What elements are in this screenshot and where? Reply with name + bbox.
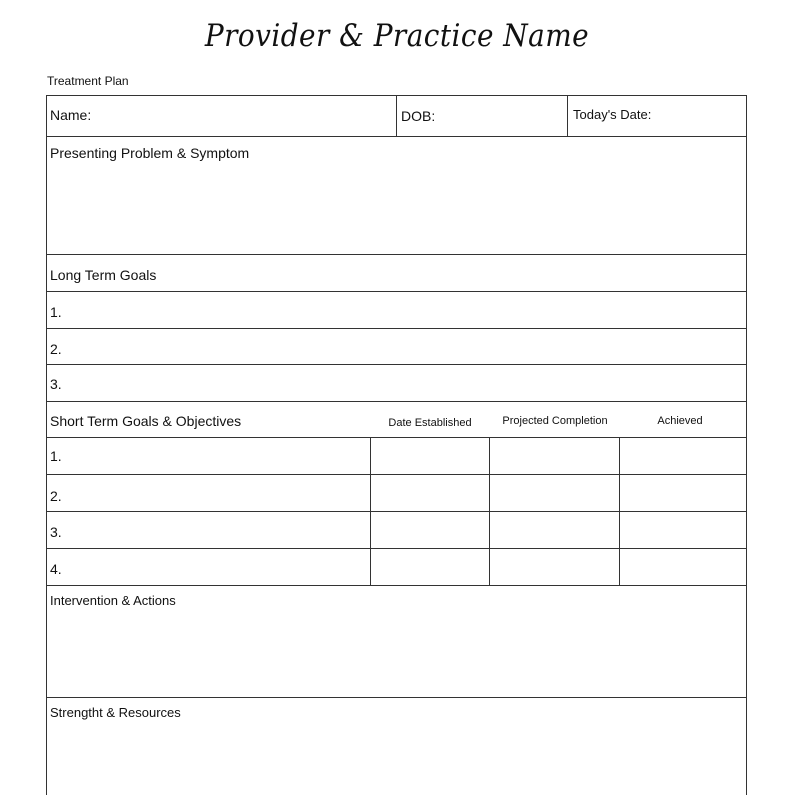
divider [46, 697, 747, 698]
long-term-goal-2[interactable]: 2. [50, 341, 62, 357]
todays-date-field[interactable]: Today's Date: [573, 107, 652, 122]
divider [489, 437, 490, 585]
dob-field[interactable]: DOB: [401, 108, 436, 124]
border-right [746, 95, 747, 795]
short-term-goal-3[interactable]: 3. [50, 524, 62, 540]
short-term-goals-heading: Short Term Goals & Objectives [50, 413, 242, 429]
divider [46, 511, 747, 512]
intervention-field[interactable]: Intervention & Actions [50, 593, 176, 608]
divider [46, 291, 747, 292]
short-term-goal-2[interactable]: 2. [50, 488, 62, 504]
long-term-goals-heading: Long Term Goals [50, 267, 157, 283]
long-term-goal-1[interactable]: 1. [50, 304, 62, 320]
column-achieved: Achieved [657, 415, 703, 427]
form-subtitle: Treatment Plan [47, 74, 129, 88]
column-projected-completion: Projected Completion [502, 415, 608, 427]
short-term-goal-4[interactable]: 4. [50, 561, 62, 577]
divider [567, 95, 568, 136]
divider [46, 437, 747, 438]
divider [46, 548, 747, 549]
column-date-established: Date Established [388, 417, 472, 429]
divider [46, 136, 747, 137]
divider [619, 437, 620, 585]
divider [396, 95, 397, 136]
page-title: Provider & Practice Name [204, 18, 590, 54]
name-field[interactable]: Name: [50, 107, 92, 123]
long-term-goal-3[interactable]: 3. [50, 376, 62, 392]
presenting-problem-field[interactable]: Presenting Problem & Symptom [50, 145, 250, 161]
divider [46, 328, 747, 329]
divider [46, 254, 747, 255]
divider [370, 437, 371, 585]
divider [46, 474, 747, 475]
border-left [46, 95, 47, 795]
divider [46, 364, 747, 365]
strengths-field[interactable]: Strengtht & Resources [50, 705, 181, 720]
divider [46, 401, 747, 402]
short-term-goal-1[interactable]: 1. [50, 448, 62, 464]
divider [46, 585, 747, 586]
